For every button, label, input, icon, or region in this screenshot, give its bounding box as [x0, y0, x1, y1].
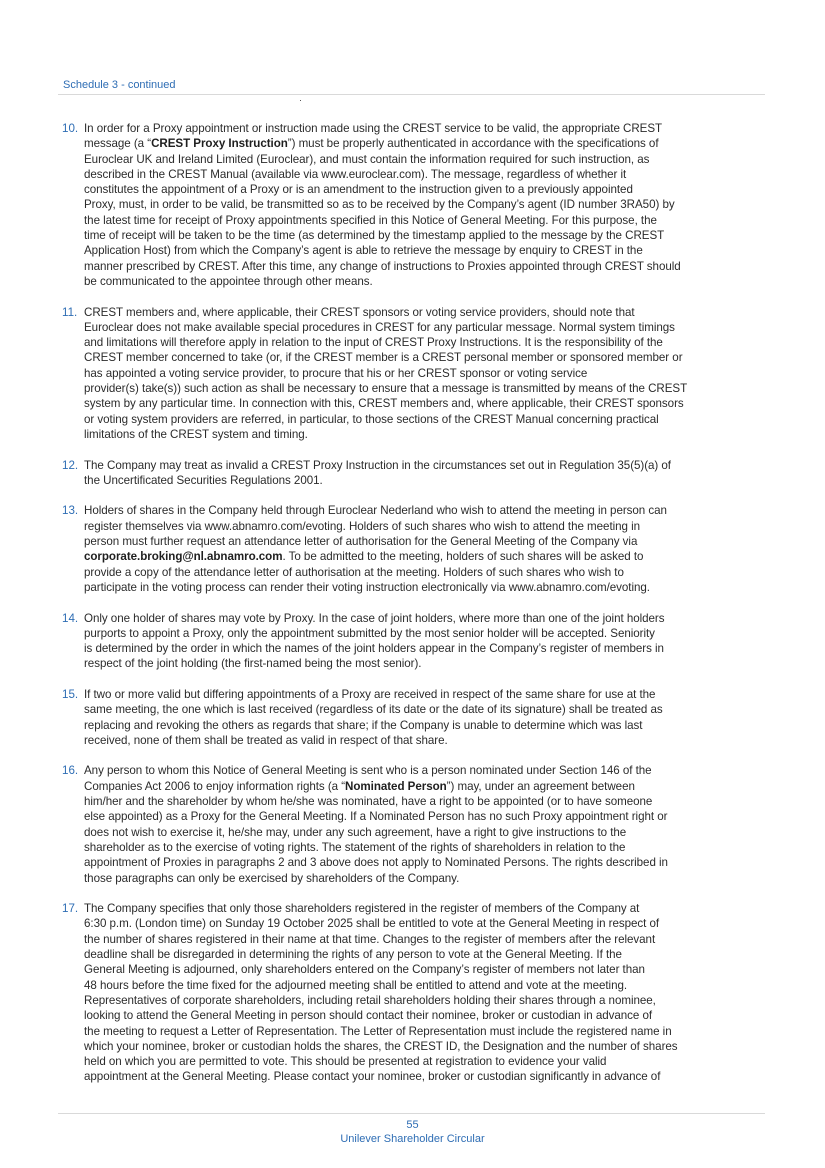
- text-line: [84, 136, 772, 151]
- text-line: the latest time for receipt of Proxy appointments specified in this Notice of General Meeting. For this purpose, the: [84, 213, 657, 227]
- text-segment: Companies Act 2006 to enjoy information rights (a “: [84, 779, 346, 793]
- text-line: described in the CREST Manual (available via www.euroclear.com). The message, regardless of whether it: [84, 167, 627, 181]
- page-number: 55: [406, 1119, 419, 1131]
- note-number: 15.: [62, 687, 79, 701]
- note-item: [52, 901, 772, 1085]
- text-line: The Company may treat as invalid a CREST Proxy Instruction in the circumstances set out in Regulation 35(5)(a) of: [84, 458, 671, 472]
- text-line: shareholder as to the exercise of voting rights. The statement of the rights of shareholders in relation to the: [84, 840, 626, 854]
- section-header: Schedule 3 - continued: [63, 79, 176, 91]
- text-line: Only one holder of shares may vote by Proxy. In the case of joint holders, where more than one of the joint holders: [84, 611, 665, 625]
- text-line: the number of shares registered in their name at that time. Changes to the register of members after the relevant: [84, 932, 656, 946]
- note-item: [52, 503, 772, 595]
- text-line: appointment at the General Meeting. Please contact your nominee, broker or custodian significantly in advance of: [84, 1070, 661, 1084]
- note-text: [84, 611, 772, 672]
- text-segment: . To be admitted to the meeting, holders of such shares will be asked to: [282, 550, 644, 564]
- text-segment: ”) must be properly authenticated in accordance with the specifications of: [287, 137, 659, 151]
- note-item: [52, 121, 772, 289]
- note-item: [52, 687, 772, 748]
- text-line: has appointed a voting service provider, to procure that his or her CREST sponsor or voting service: [84, 366, 588, 380]
- text-line: appointment of Proxies in paragraphs 2 and 3 above does not apply to Nominated Persons. The rights described in: [84, 856, 668, 870]
- text-line: same meeting, the one which is last received (regardless of its date or the date of its signature) shall be treated as: [84, 703, 663, 717]
- publication-title: Unilever Shareholder Circular: [340, 1133, 485, 1145]
- text-line: which your nominee, broker or custodian holds the shares, the CREST ID, the Designation and the number of shares: [84, 1039, 678, 1053]
- text-line: or voting system providers are referred, in particular, to those sections of the CREST Manual concerning practical: [84, 412, 659, 426]
- note-number: 10.: [62, 122, 79, 135]
- text-line: 6:30 p.m. (London time) on Sunday 19 October 2025 shall be entitled to vote at the General Meeting in respect of: [84, 917, 660, 931]
- text-line: the Uncertificated Securities Regulations 2001.: [84, 473, 323, 487]
- text-line: register themselves via www.abnamro.com/evoting. Holders of such shares who wish to attend the meeting in: [84, 519, 641, 533]
- stray-mark: [300, 100, 301, 101]
- text-line: CREST member concerned to take (or, if the CREST member is a CREST personal member or sponsored member or: [84, 351, 683, 365]
- text-line: limitations of the CREST system and timing.: [84, 427, 308, 441]
- text-line: CREST members and, where applicable, their CREST sponsors or voting service providers, should note that: [84, 305, 635, 319]
- text-line: replacing and revoking the others as regards that share; if the Company is unable to determine which was last: [84, 718, 643, 732]
- text-line: be communicated to the appointee through other means.: [84, 274, 373, 288]
- note-text: [84, 687, 772, 748]
- text-segment: ”) may, under an agreement between: [446, 779, 635, 793]
- text-line: those paragraphs can only be exercised by shareholders of the Company.: [84, 871, 460, 885]
- text-line: does not wish to exercise it, he/she may, under any such agreement, have a right to give instructions to the: [84, 825, 627, 839]
- text-line: Euroclear does not make available special procedures in CREST for any particular message. Normal system timings: [84, 320, 675, 334]
- text-line: [84, 549, 772, 564]
- bold-term: corporate.broking@nl.abnamro.com: [84, 550, 283, 564]
- text-line: respect of the joint holding (the first-named being the most senior).: [84, 657, 422, 671]
- text-line: person must further request an attendance letter of authorisation for the General Meeting of the Company via: [84, 535, 638, 549]
- text-line: In order for a Proxy appointment or instruction made using the CREST service to be valid, the appropriate CREST: [84, 122, 663, 135]
- text-line: Representatives of corporate shareholders, including retail shareholders holding their shares through a nominee,: [84, 993, 656, 1007]
- note-text: [84, 458, 772, 489]
- text-line: deadline shall be disregarded in determining the rights of any person to vote at the General Meeting. If the: [84, 948, 622, 962]
- text-line: General Meeting is adjourned, only shareholders entered on the Company’s register of members not later than: [84, 963, 645, 977]
- numbered-notes-list: [52, 121, 772, 1100]
- footer-divider: [58, 1113, 765, 1114]
- note-text: [84, 763, 772, 885]
- note-number: 17.: [62, 902, 79, 916]
- note-number: 16.: [62, 764, 79, 778]
- note-item: [52, 763, 772, 885]
- text-line: provider(s) take(s)) such action as shall be necessary to ensure that a message is transmitted by means of the CREST: [84, 382, 688, 396]
- text-segment: message (a “: [84, 137, 152, 151]
- text-line: the meeting to request a Letter of Representation. The Letter of Representation must include the registered name in: [84, 1024, 672, 1038]
- text-line: system by any particular time. In connection with this, CREST members and, where applicable, their CREST sponsors: [84, 397, 684, 411]
- note-number: 14.: [62, 611, 79, 625]
- text-line: received, none of them shall be treated as valid in respect of that share.: [84, 733, 448, 747]
- text-line: time of receipt will be taken to be the time (as determined by the timestamp applied to the message by the CREST: [84, 229, 665, 243]
- note-text: [84, 901, 772, 1085]
- bold-term: Nominated Person: [345, 779, 447, 793]
- text-line: Holders of shares in the Company held through Euroclear Nederland who wish to attend the meeting in person can: [84, 504, 667, 518]
- text-line: constitutes the appointment of a Proxy or is an amendment to the instruction given to a previously appointed: [84, 183, 633, 197]
- note-text: [84, 305, 772, 443]
- header-divider: [58, 94, 765, 95]
- note-text: [84, 503, 772, 595]
- text-line: him/her and the shareholder by whom he/she was nominated, have a right to be appointed (or to have someone: [84, 795, 653, 809]
- text-line: participate in the voting process can render their voting instruction electronically via www.abnamro.com/evoting.: [84, 580, 650, 594]
- note-text: [84, 121, 772, 289]
- note-number: 11.: [62, 305, 78, 319]
- text-line: Any person to whom this Notice of General Meeting is sent who is a person nominated under Section 146 of the: [84, 764, 652, 778]
- text-line: [84, 779, 772, 794]
- text-line: 48 hours before the time fixed for the adjourned meeting shall be entitled to attend and vote at the meeting.: [84, 978, 628, 992]
- text-line: is determined by the order in which the names of the joint holders appear in the Company’s register of members in: [84, 642, 664, 656]
- text-line: Euroclear UK and Ireland Limited (Euroclear), and must contain the information required for such instruction, as: [84, 152, 650, 166]
- note-item: [52, 305, 772, 443]
- text-line: provide a copy of the attendance letter of authorisation at the meeting. Holders of such shares who wish to: [84, 565, 624, 579]
- text-line: If two or more valid but differing appointments of a Proxy are received in respect of the same share for use at the: [84, 687, 656, 701]
- text-line: The Company specifies that only those shareholders registered in the register of members of the Company at: [84, 902, 640, 916]
- text-line: looking to attend the General Meeting in person should contact their nominee, broker or custodian in advance of: [84, 1009, 653, 1023]
- text-line: manner prescribed by CREST. After this time, any change of instructions to Proxies appointed through CREST should: [84, 259, 681, 273]
- text-line: Proxy, must, in order to be valid, be transmitted so as to be received by the Company’s agent (ID number 3RA50) by: [84, 198, 675, 212]
- text-line: held on which you are permitted to vote. This should be presented at registration to evidence your valid: [84, 1055, 607, 1069]
- text-line: and limitations will therefore apply in relation to the input of CREST Proxy Instructions. It is the responsibility of the: [84, 336, 663, 350]
- text-line: Application Host) from which the Company’s agent is able to retrieve the message by enquiry to CREST in the: [84, 244, 643, 258]
- text-line: else appointed) as a Proxy for the General Meeting. If a Nominated Person has no such Proxy appointment right or: [84, 810, 668, 824]
- note-number: 13.: [62, 504, 79, 518]
- note-item: [52, 611, 772, 672]
- note-item: [52, 458, 772, 489]
- text-line: purports to appoint a Proxy, only the appointment submitted by the most senior holder will be accepted. Seniority: [84, 626, 655, 640]
- note-number: 12.: [62, 458, 79, 472]
- bold-term: CREST Proxy Instruction: [151, 137, 288, 151]
